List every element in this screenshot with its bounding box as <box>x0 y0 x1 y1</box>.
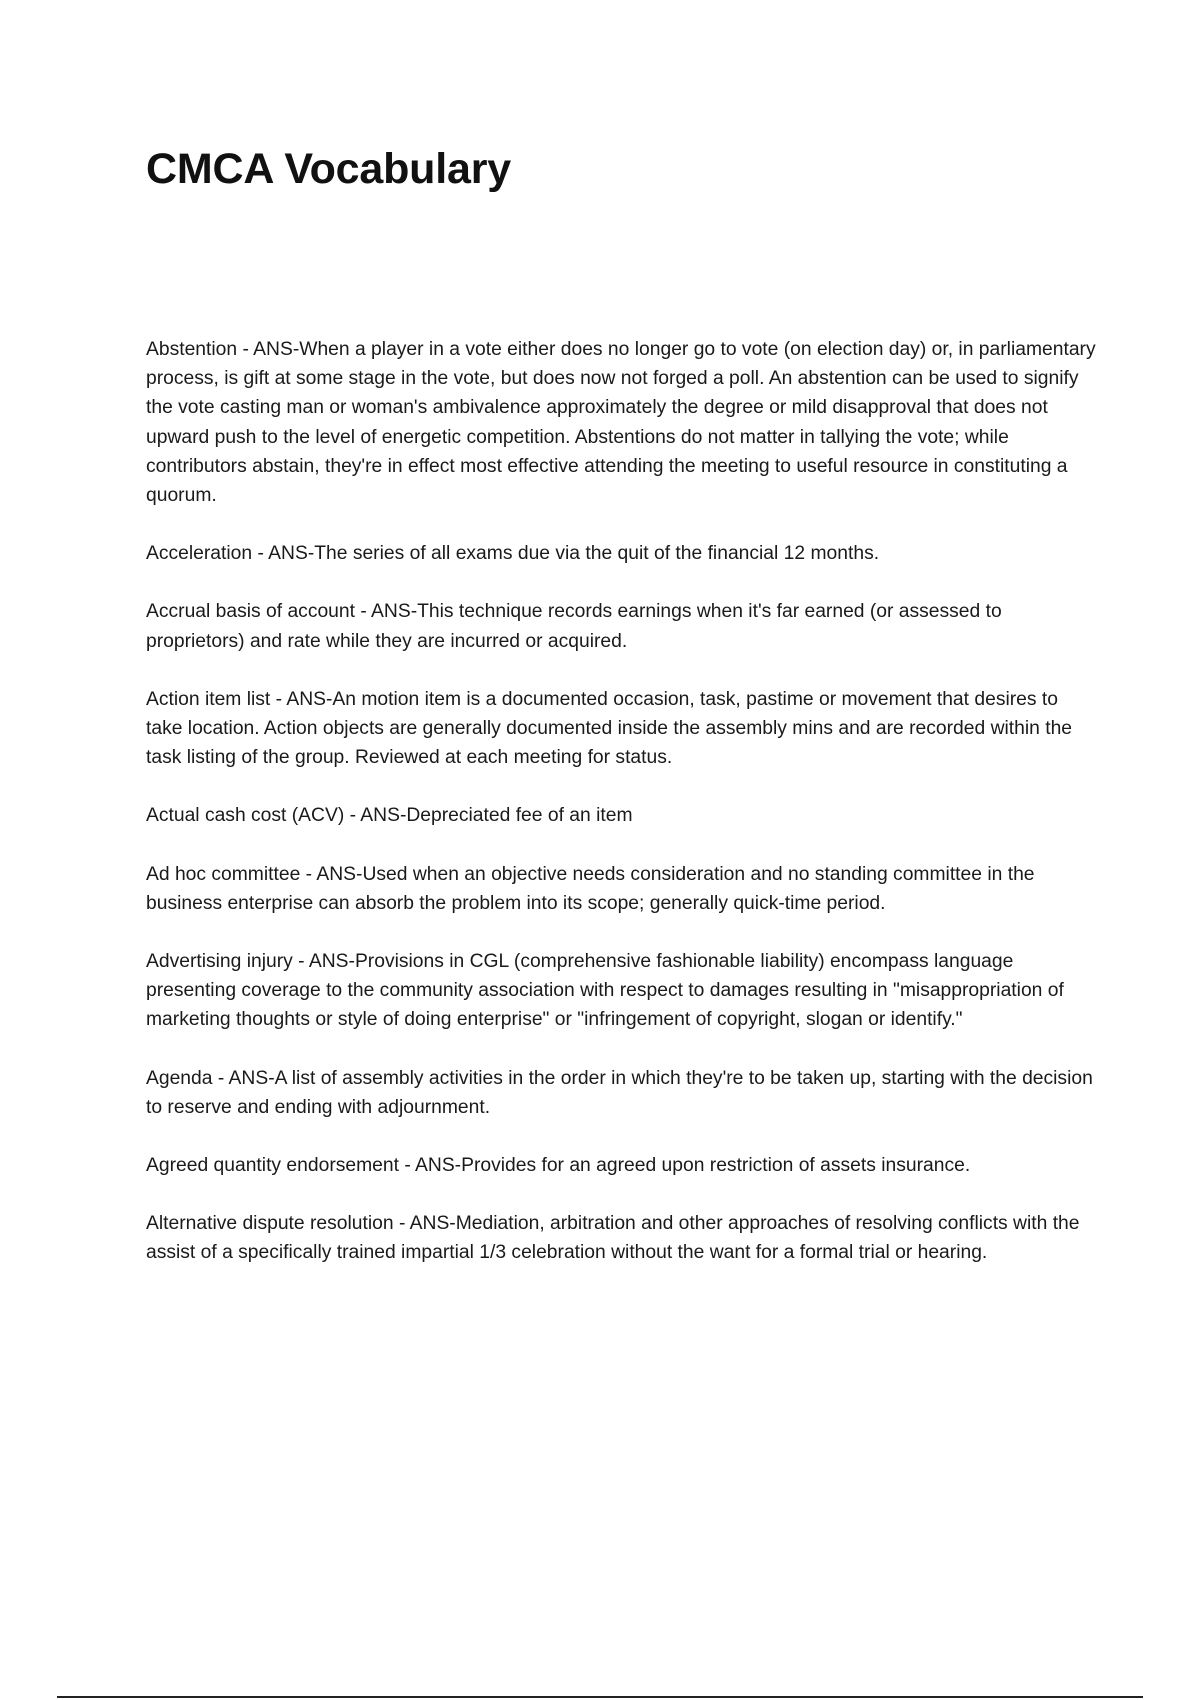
vocabulary-entry-acceleration: Acceleration - ANS-The series of all exams due via the quit of the financial 12 months. <box>146 543 880 565</box>
vocabulary-list <box>146 335 1096 1297</box>
vocabulary-entry-actual-cash-cost: Actual cash cost (ACV) - ANS-Depreciated fee of an item <box>146 805 633 827</box>
footer-divider <box>57 1696 1143 1698</box>
vocabulary-entry-agreed-quantity-endorsement: Agreed quantity endorsement - ANS-Provides for an agreed upon restriction of assets insurance. <box>146 1155 971 1177</box>
vocabulary-entry-alternative-dispute-resolution: Alternative dispute resolution - ANS-Mediation, arbitration and other approaches of resolving conflicts with the assist of a specifically trained impartial 1/3 celebration without the want for a formal trial or hearing. <box>146 1213 1080 1264</box>
vocabulary-entry-ad-hoc-committee: Ad hoc committee - ANS-Used when an objective needs consideration and no standing committee in the business enterprise can absorb the problem into its scope; generally quick-time period. <box>146 863 1035 914</box>
vocabulary-entry-accrual-basis: Accrual basis of account - ANS-This technique records earnings when it's far earned (or assessed to proprietors) and rate while they are incurred or acquired. <box>146 601 1002 652</box>
vocabulary-entry-action-item-list: Action item list - ANS-An motion item is a documented occasion, task, pastime or movement that desires to take location. Action objects are generally documented inside the assembly mins and are recorded within the task listing of the group. Reviewed at each meeting for status. <box>146 688 1073 769</box>
vocabulary-entry-abstention: Abstention - ANS-When a player in a vote either does no longer go to vote (on election day) or, in parliamentary process, is gift at some stage in the vote, but does now not forged a poll. An abstention can be used to signify the vote casting man or woman's ambivalence approximately the degree or mild disapproval that does not upward push to the level of energetic competition. Abstentions do not matter in tallying the vote; while contributors abstain, they're in effect most effective attending the meeting to useful resource in constituting a quorum. <box>146 339 1096 507</box>
vocabulary-entry-agenda: Agenda - ANS-A list of assembly activities in the order in which they're to be taken up, starting with the decision to reserve and ending with adjournment. <box>146 1067 1093 1118</box>
vocabulary-entry-advertising-injury: Advertising injury - ANS-Provisions in CGL (comprehensive fashionable liability) encompass language presenting coverage to the community association with respect to damages resulting in "misappropriation of marketing thoughts or style of doing enterprise" or "infringement of copyright, slogan or identify." <box>146 951 1064 1031</box>
page-title: CMCA Vocabulary <box>146 145 511 193</box>
